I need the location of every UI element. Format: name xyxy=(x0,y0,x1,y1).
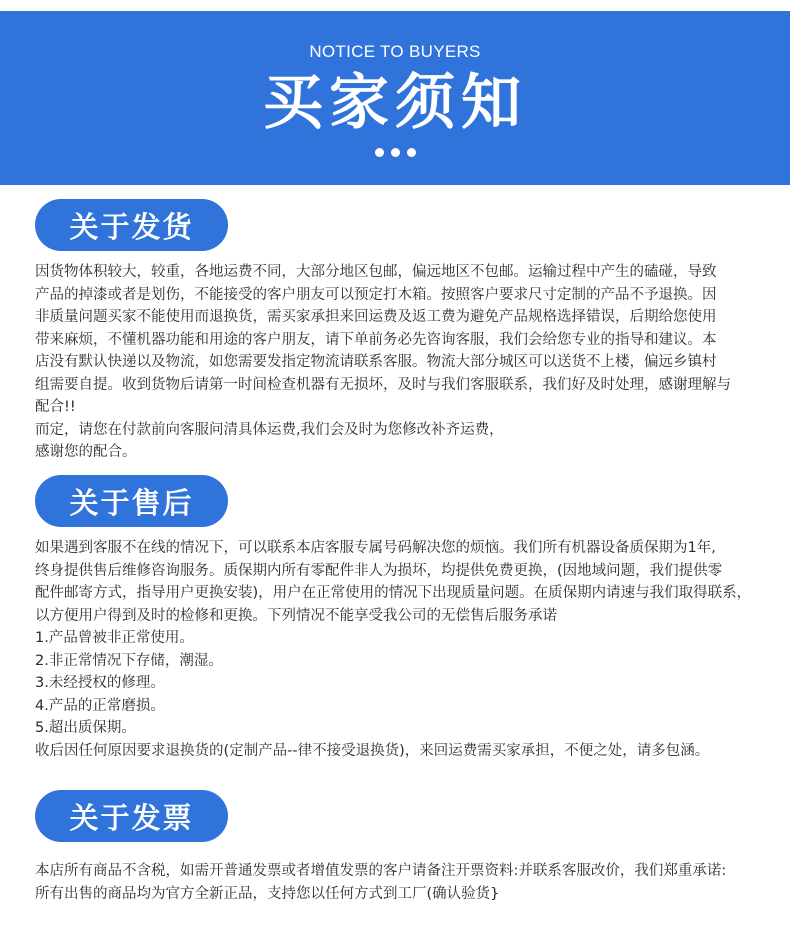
paragraph-line: 所有出售的商品均为官方全新正品，支持您以任何方式到工厂(确认验货} xyxy=(35,885,500,902)
section-heading-invoice: 关于发票 xyxy=(35,790,228,842)
dot-icon xyxy=(391,148,400,157)
list-item: 3.未经授权的修理。 xyxy=(35,675,165,691)
paragraph-line: 配合!! xyxy=(35,399,76,415)
paragraph-line: 店没有默认快递以及物流，如您需要发指定物流请联系客服。物流大部分城区可以送货不上楼，偏远乡镇村 xyxy=(35,354,717,370)
section-heading-shipping: 关于发货 xyxy=(35,199,228,251)
notice-banner xyxy=(0,11,790,185)
dot-icon xyxy=(407,148,416,157)
paragraph-line: 组需要自提。收到货物后请第一时间检查机器有无损坏，及时与我们客服联系，我们好及时处理，感谢理解与 xyxy=(35,376,731,393)
paragraph-line: 本店所有商品不含税，如需开普通发票或者增值发票的客户请备注开票资料:并联系客服改价，我们郑重承诺: xyxy=(35,863,727,879)
list-item: 5.超出质保期。 xyxy=(35,720,136,736)
section-heading-after-sales: 关于售后 xyxy=(35,475,228,527)
paragraph-line: 终身提供售后维修咨询服务。质保期内所有零配件非人为损坏，均提供免费更换，(因地域问题，我们提供零 xyxy=(35,562,723,579)
banner-dots-decoration xyxy=(0,148,790,160)
top-margin xyxy=(0,0,790,11)
section-body-shipping xyxy=(35,261,760,464)
paragraph-line: 配件邮寄方式，指导用户更换安装)，用户在正常使用的情况下出现质量问题。在质保期内请速与我们取得联系， xyxy=(35,585,752,601)
paragraph-line: 以方便用户得到及时的检修和更换。下列情况不能享受我公司的无偿售后服务承诺 xyxy=(35,607,557,624)
paragraph-line: 产品的掉漆或者是划伤，不能接受的客户朋友可以预定打木箱。按照客户要求尺寸定制的产品不予退换。因 xyxy=(35,286,717,303)
paragraph-line: 收后因任何原因要求退换货的(定制产品--律不接受退换货)，来回运费需买家承担，不便之处，请多包涵。 xyxy=(35,742,710,759)
section-body-after-sales xyxy=(35,537,760,762)
section-body-invoice xyxy=(35,860,760,905)
list-item: 2.非正常情况下存储，潮湿。 xyxy=(35,652,223,669)
paragraph-line: 而定，请您在付款前向客服问清具体运费,我们会及时为您修改补齐运费， xyxy=(35,421,504,438)
paragraph-line: 非质量问题买家不能使用而退换货，需买家承担来回运费及返工费为避免产品规格选择错误，后期给您使用 xyxy=(35,309,717,325)
banner-title: 买家须知 xyxy=(263,68,527,138)
paragraph-line: 因货物体积较大，较重，各地运费不同，大部分地区包邮，偏远地区不包邮。运输过程中产生的磕碰，导致 xyxy=(35,264,717,280)
list-item: 1.产品曾被非正常使用。 xyxy=(35,630,194,646)
paragraph-line: 带来麻烦，不懂机器功能和用途的客户朋友，请下单前务必先咨询客服，我们会给您专业的指导和建议。本 xyxy=(35,331,717,348)
dot-icon xyxy=(375,148,384,157)
paragraph-line: 感谢您的配合。 xyxy=(35,444,137,460)
list-item: 4.产品的正常磨损。 xyxy=(35,697,165,714)
banner-subtitle: NOTICE TO BUYERS xyxy=(309,42,481,61)
paragraph-line: 如果遇到客服不在线的情况下，可以联系本店客服专属号码解决您的烦恼。我们所有机器设备质保期为1年, xyxy=(35,540,716,556)
